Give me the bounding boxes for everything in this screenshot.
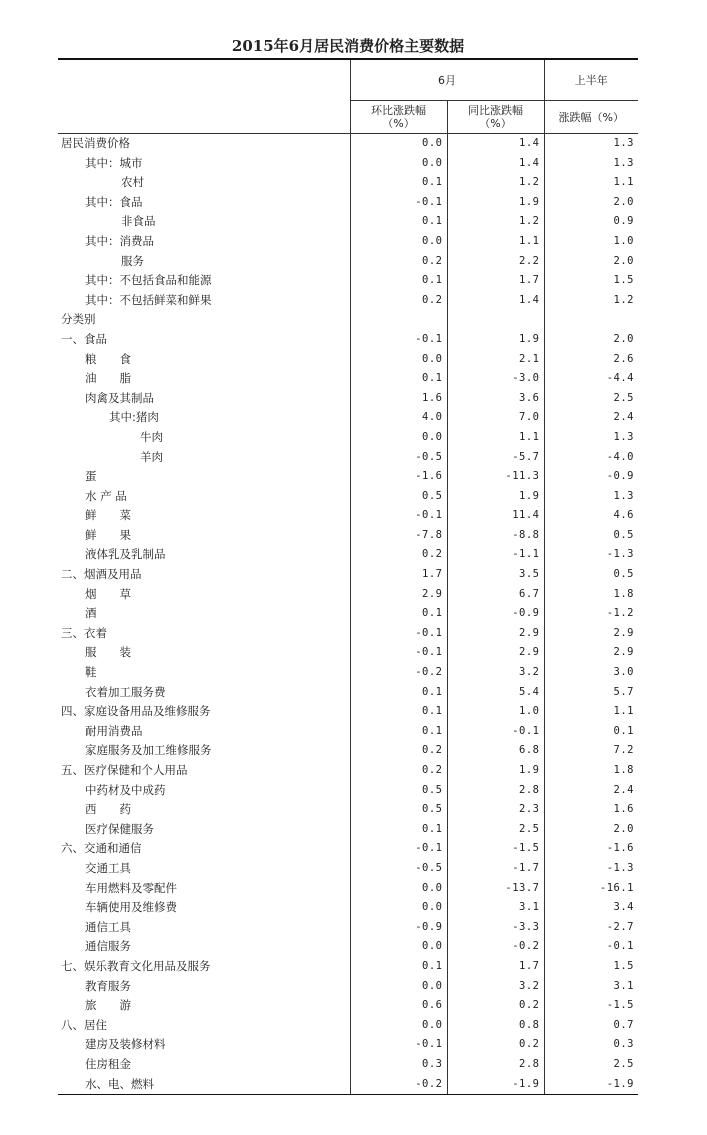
cell-half [544, 310, 638, 330]
cell-yoy: 1.4 [447, 291, 544, 311]
cell-half: 1.8 [544, 585, 638, 605]
cell-yoy: 2.8 [447, 1055, 544, 1075]
row-label: 蛋 [85, 469, 97, 484]
row-label: 中药材及中成药 [85, 782, 166, 797]
row-label: 牛肉 [140, 429, 163, 444]
cell-half: -1.5 [544, 996, 638, 1016]
table-row [58, 1035, 638, 1055]
cell-half: -1.2 [544, 604, 638, 624]
cell-yoy: -3.0 [447, 369, 544, 389]
table-body [58, 134, 638, 1095]
cell-half: 0.5 [544, 526, 638, 546]
row-label: 旅 游 [85, 998, 131, 1013]
row-label: 鲜 菜 [85, 508, 131, 523]
cell-half: -16.1 [544, 879, 638, 899]
row-label: 一、食品 [61, 331, 107, 346]
row-label: 耐用消费品 [85, 723, 143, 738]
cell-half: -0.9 [544, 467, 638, 487]
header-mom [350, 101, 447, 134]
cell-yoy: 1.9 [447, 193, 544, 213]
table-row [58, 918, 638, 938]
table-row [58, 330, 638, 350]
cell-yoy: -1.5 [447, 839, 544, 859]
row-label: 建房及装修材料 [85, 1037, 166, 1052]
table-row [58, 1075, 638, 1095]
cell-half: 2.9 [544, 624, 638, 644]
table-row [58, 173, 638, 193]
cell-mom: -0.1 [350, 1035, 447, 1055]
cell-half: 5.7 [544, 683, 638, 703]
cell-half: 1.5 [544, 271, 638, 291]
cell-mom: 0.2 [350, 291, 447, 311]
table-row [58, 624, 638, 644]
table-row [58, 565, 638, 585]
table-row [58, 545, 638, 565]
row-label: 七、娱乐教育文化用品及服务 [61, 958, 211, 973]
row-label: 教育服务 [85, 978, 131, 993]
table-row [58, 643, 638, 663]
cell-mom: -0.1 [350, 643, 447, 663]
cell-yoy: 3.2 [447, 977, 544, 997]
row-label: 其中：城市 [85, 155, 143, 170]
cell-mom: -0.5 [350, 448, 447, 468]
cell-yoy: -3.3 [447, 918, 544, 938]
cell-half: 2.9 [544, 643, 638, 663]
cell-mom: 0.2 [350, 761, 447, 781]
cell-mom: 0.0 [350, 977, 447, 997]
cell-half: 3.4 [544, 898, 638, 918]
cell-mom: 0.1 [350, 212, 447, 232]
cell-half: -4.0 [544, 448, 638, 468]
cell-mom: -0.2 [350, 663, 447, 683]
cell-yoy: 0.2 [447, 996, 544, 1016]
header-mom-line2: （%） [382, 117, 415, 130]
cell-yoy: -1.1 [447, 545, 544, 565]
cell-half: 1.3 [544, 154, 638, 174]
cell-yoy: 3.1 [447, 898, 544, 918]
table-row [58, 212, 638, 232]
row-label: 西 药 [85, 802, 131, 817]
row-label: 医疗保健服务 [85, 821, 154, 836]
table-row [58, 957, 638, 977]
row-label: 其中：不包括食品和能源 [85, 273, 212, 288]
cell-mom: 0.1 [350, 702, 447, 722]
cell-yoy: 6.8 [447, 741, 544, 761]
cell-yoy: 1.2 [447, 212, 544, 232]
table-row [58, 193, 638, 213]
row-label: 肉禽及其制品 [85, 390, 154, 405]
cell-mom: 0.1 [350, 820, 447, 840]
row-label: 车辆使用及维修费 [85, 900, 177, 915]
header-yoy-line2: （%） [479, 117, 512, 130]
header-half-year: 上半年 [544, 60, 638, 101]
row-label: 酒 [85, 606, 97, 621]
cell-half: 3.1 [544, 977, 638, 997]
cell-yoy: 1.9 [447, 487, 544, 507]
cell-yoy: 1.0 [447, 702, 544, 722]
row-label: 居民消费价格 [61, 136, 130, 150]
cell-mom: 0.0 [350, 350, 447, 370]
cell-half: 1.3 [544, 428, 638, 448]
cell-yoy: 1.1 [447, 232, 544, 252]
cell-mom: 1.7 [350, 565, 447, 585]
table-title: 2015年6月居民消费价格主要数据 [231, 37, 465, 55]
row-label: 六、交通和通信 [61, 841, 142, 856]
row-label: 五、医疗保健和个人用品 [61, 763, 188, 777]
cell-half: -1.3 [544, 859, 638, 879]
row-label: 八、居住 [61, 1017, 107, 1032]
row-label: 交通工具 [85, 860, 131, 875]
row-label: 衣着加工服务费 [85, 684, 166, 699]
header-blank-2 [58, 101, 350, 134]
row-label: 农村 [121, 175, 144, 190]
header-blank [58, 60, 350, 101]
header-mom-line1: 环比涨跌幅 [371, 104, 426, 117]
table-row [58, 937, 638, 957]
cell-half: 0.7 [544, 1016, 638, 1036]
table-row [58, 291, 638, 311]
cell-half: -1.9 [544, 1075, 638, 1095]
cell-half: 0.5 [544, 565, 638, 585]
cell-half: -0.1 [544, 937, 638, 957]
cell-yoy: -0.9 [447, 604, 544, 624]
table-row [58, 683, 638, 703]
table-row [58, 859, 638, 879]
table-row [58, 800, 638, 820]
row-label: 水、电、燃料 [58, 1075, 350, 1095]
cell-yoy: 7.0 [447, 408, 544, 428]
cell-half: 4.6 [544, 506, 638, 526]
cell-yoy: 11.4 [447, 506, 544, 526]
row-label: 三、衣着 [61, 625, 107, 640]
cell-half: 1.6 [544, 800, 638, 820]
header-yoy-line1: 同比涨跌幅 [468, 104, 523, 117]
table-row [58, 996, 638, 1016]
row-label: 鞋 [85, 665, 97, 680]
cell-yoy: 1.7 [447, 957, 544, 977]
cell-mom: -0.1 [350, 839, 447, 859]
cell-half: 2.6 [544, 350, 638, 370]
table-row [58, 741, 638, 761]
cell-half: 1.2 [544, 291, 638, 311]
cell-half: 2.5 [544, 1055, 638, 1075]
row-label: 分类别 [61, 312, 96, 327]
cell-mom: 0.1 [350, 683, 447, 703]
cell-mom: 2.9 [350, 585, 447, 605]
cell-yoy: 1.4 [447, 154, 544, 174]
cell-half: 2.0 [544, 820, 638, 840]
cell-mom: 0.3 [350, 1055, 447, 1075]
row-label: 其中：消费品 [85, 233, 154, 248]
cell-mom: 0.1 [350, 722, 447, 742]
cell-yoy: -0.1 [447, 722, 544, 742]
cell-mom: 0.0 [350, 428, 447, 448]
table-row [58, 369, 638, 389]
table-row [58, 310, 638, 330]
table-row [58, 448, 638, 468]
cell-mom: 0.0 [350, 1016, 447, 1036]
cell-half: 2.0 [544, 193, 638, 213]
cell-half: 0.3 [544, 1035, 638, 1055]
header-yoy [447, 101, 544, 134]
cell-mom: 0.0 [350, 154, 447, 174]
row-label: 羊肉 [140, 449, 163, 464]
table-row [58, 761, 638, 781]
cell-mom: 4.0 [350, 408, 447, 428]
row-label: 液体乳及乳制品 [85, 547, 166, 562]
cell-mom: 0.1 [350, 369, 447, 389]
row-label: 四、家庭设备用品及维修服务 [61, 704, 211, 719]
table-row [58, 271, 638, 291]
cell-half: 1.5 [544, 957, 638, 977]
row-label: 其中：食品 [85, 194, 143, 209]
cell-half: 2.0 [544, 330, 638, 350]
cell-mom: -0.1 [350, 330, 447, 350]
cell-mom: 0.1 [350, 604, 447, 624]
cell-half: -1.3 [544, 545, 638, 565]
table-row [58, 487, 638, 507]
table-row [58, 1016, 638, 1036]
table-row [58, 879, 638, 899]
cell-half: 0.1 [544, 722, 638, 742]
cell-mom: 0.1 [350, 957, 447, 977]
cell-half: -2.7 [544, 918, 638, 938]
cell-yoy: 6.7 [447, 585, 544, 605]
table-row [58, 232, 638, 252]
cell-mom: 0.2 [350, 545, 447, 565]
cell-mom: -0.9 [350, 918, 447, 938]
row-label: 其中:猪肉 [109, 410, 159, 425]
cell-yoy: 2.9 [447, 643, 544, 663]
row-label: 服务 [121, 253, 144, 268]
table-row [58, 820, 638, 840]
row-label: 服 装 [85, 645, 131, 660]
cell-mom: 0.0 [350, 134, 447, 154]
cell-half: 2.4 [544, 408, 638, 428]
cell-yoy: 2.2 [447, 252, 544, 272]
cell-yoy: 1.9 [447, 330, 544, 350]
cell-yoy: -8.8 [447, 526, 544, 546]
cell-half: 2.4 [544, 781, 638, 801]
cell-yoy: -1.9 [447, 1075, 544, 1095]
cell-mom: -0.1 [350, 193, 447, 213]
table-row [58, 506, 638, 526]
row-label: 住房租金 [85, 1056, 131, 1071]
table-row [58, 389, 638, 409]
row-label: 烟 草 [85, 586, 131, 601]
cell-mom: 0.6 [350, 996, 447, 1016]
cell-yoy: 0.8 [447, 1016, 544, 1036]
cell-yoy: 3.6 [447, 389, 544, 409]
cell-yoy: 3.5 [447, 565, 544, 585]
cell-half: 1.3 [544, 134, 638, 154]
table-row [58, 154, 638, 174]
cell-yoy: -0.2 [447, 937, 544, 957]
cell-mom: -0.2 [350, 1075, 447, 1095]
table-row [58, 1055, 638, 1075]
table-row [58, 604, 638, 624]
cell-yoy: 5.4 [447, 683, 544, 703]
cell-half: 1.8 [544, 761, 638, 781]
cell-yoy: 3.2 [447, 663, 544, 683]
table-row [58, 702, 638, 722]
table-row [58, 977, 638, 997]
row-label: 其中：不包括鲜菜和鲜果 [85, 292, 212, 307]
cell-mom: -0.1 [350, 624, 447, 644]
table-row [58, 467, 638, 487]
cell-yoy: -13.7 [447, 879, 544, 899]
cell-half: 1.0 [544, 232, 638, 252]
cell-half: 3.0 [544, 663, 638, 683]
cell-half: -4.4 [544, 369, 638, 389]
cell-yoy: 2.8 [447, 781, 544, 801]
cell-yoy: 2.9 [447, 624, 544, 644]
cell-yoy: 2.5 [447, 820, 544, 840]
row-label: 通信服务 [85, 939, 131, 954]
row-label: 粮 食 [85, 351, 131, 366]
cell-mom: 0.2 [350, 252, 447, 272]
cell-mom: 1.6 [350, 389, 447, 409]
table-row [58, 350, 638, 370]
row-label: 油 脂 [85, 371, 131, 386]
table-row [58, 134, 638, 154]
table-row [58, 839, 638, 859]
row-label: 二、烟酒及用品 [61, 567, 142, 582]
cell-yoy: 2.1 [447, 350, 544, 370]
cell-yoy: 1.1 [447, 428, 544, 448]
cell-yoy: 1.2 [447, 173, 544, 193]
row-label: 水 产 品 [85, 488, 127, 503]
row-label: 非食品 [121, 214, 156, 229]
cell-mom: -7.8 [350, 526, 447, 546]
cell-half: 1.1 [544, 173, 638, 193]
table-row [58, 252, 638, 272]
header-june: 6月 [350, 60, 544, 101]
cell-half: 7.2 [544, 741, 638, 761]
cell-mom: 0.0 [350, 232, 447, 252]
table-row [58, 898, 638, 918]
table-row [58, 722, 638, 742]
row-label: 家庭服务及加工维修服务 [85, 743, 212, 758]
cell-mom: 0.0 [350, 898, 447, 918]
table-row [58, 526, 638, 546]
cell-yoy: 1.4 [447, 134, 544, 154]
cell-half: 2.5 [544, 389, 638, 409]
cell-mom: 0.1 [350, 271, 447, 291]
table-row [58, 408, 638, 428]
cell-half: 1.1 [544, 702, 638, 722]
cell-yoy: 2.3 [447, 800, 544, 820]
cell-half: 0.9 [544, 212, 638, 232]
cell-mom: -1.6 [350, 467, 447, 487]
cell-yoy: -11.3 [447, 467, 544, 487]
cpi-table [58, 58, 638, 1095]
row-label: 鲜 果 [85, 527, 131, 542]
table-row [58, 663, 638, 683]
cell-half: -1.6 [544, 839, 638, 859]
table-row [58, 781, 638, 801]
cell-yoy: -1.7 [447, 859, 544, 879]
row-label: 车用燃料及零配件 [85, 880, 177, 895]
cell-half: 1.3 [544, 487, 638, 507]
cell-yoy: 1.7 [447, 271, 544, 291]
header-half-sub: 涨跌幅（%） [544, 101, 638, 134]
cell-yoy: 1.9 [447, 761, 544, 781]
cell-half: 2.0 [544, 252, 638, 272]
table-row [58, 428, 638, 448]
table-row [58, 585, 638, 605]
cell-mom: 0.5 [350, 487, 447, 507]
cell-mom: 0.2 [350, 741, 447, 761]
cell-mom [350, 310, 447, 330]
cell-yoy: 0.2 [447, 1035, 544, 1055]
cell-mom: 0.5 [350, 800, 447, 820]
cell-mom: -0.1 [350, 506, 447, 526]
cell-mom: 0.0 [350, 937, 447, 957]
cell-mom: -0.5 [350, 859, 447, 879]
cell-yoy: -5.7 [447, 448, 544, 468]
row-label: 通信工具 [85, 919, 131, 934]
cell-mom: 0.5 [350, 781, 447, 801]
cell-yoy [447, 310, 544, 330]
cell-mom: 0.1 [350, 173, 447, 193]
cell-mom: 0.0 [350, 879, 447, 899]
